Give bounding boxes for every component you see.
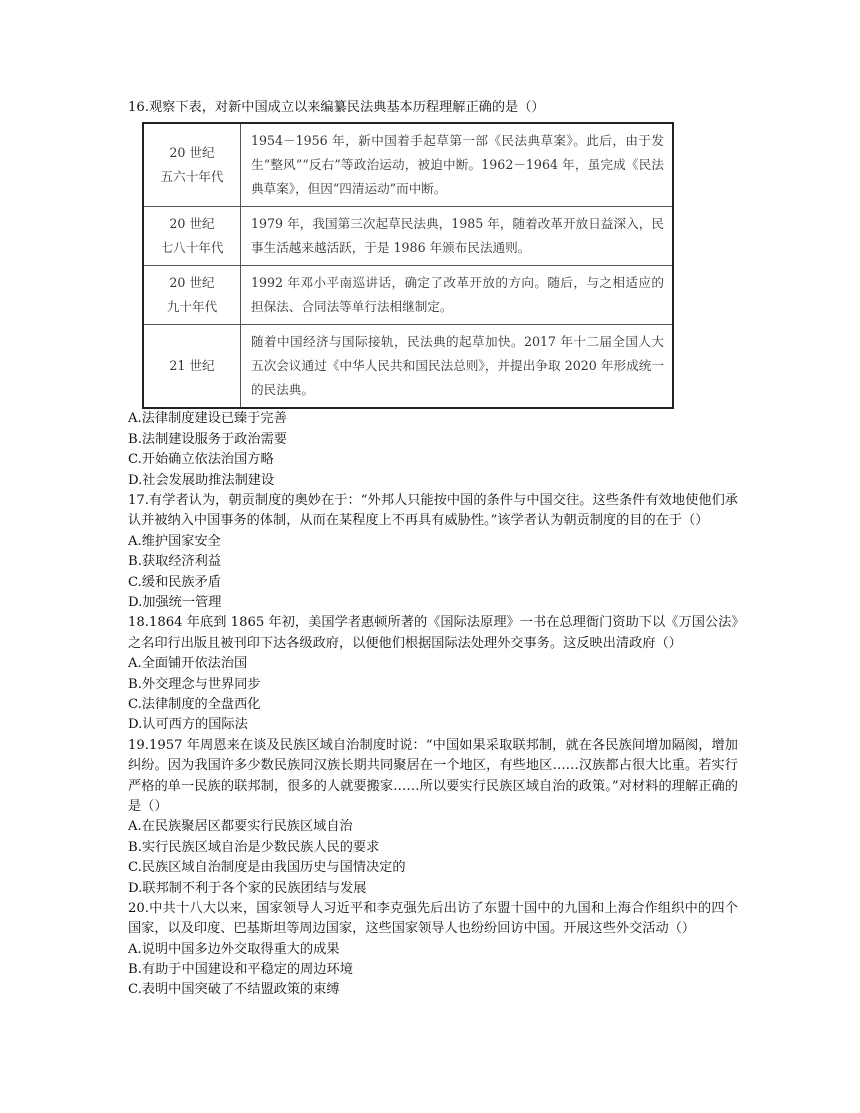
option-a: A.说明中国多边外交取得重大的成果 <box>128 941 340 957</box>
option-c: C.开始确立依法治国方略 <box>128 452 274 468</box>
option-b: B.有助于中国建设和平稳定的周边环境 <box>128 962 353 978</box>
question-17-stem: 17.有学者认为，朝贡制度的奥妙在于：“外邦人只能按中国的条件与中国交往。这些条件有效地使他们承认并被纳入中国事务的体制，从而在某程度上不再具有威胁性。”该学者认为朝贡制度的目的在于（） <box>128 492 738 529</box>
era-cell <box>143 266 241 325</box>
question-20-stem: 20.中共十八大以来，国家领导人习近平和李克强先后出访了东盟十国中的九国和上海合作组织中的四个国家，以及印度、巴基斯坦等周边国家，这些国家领导人也纷纷回访中国。开展这些外交活动（） <box>128 900 738 937</box>
table-row <box>143 207 673 266</box>
exam-page <box>128 98 738 1001</box>
history-description: 1954－1956 年，新中国着手起草第一部《民法典草案》。此后，由于发生“整风”“反右”等政治运动，被迫中断。1962－1964 年，虽完成《民法典草案》，但因“四清运动”而中断。 <box>241 123 674 207</box>
era-cell <box>143 207 241 266</box>
option-c: C.缓和民族矛盾 <box>128 574 221 590</box>
table-row <box>143 266 673 325</box>
question-16-stem: 16.观察下表，对新中国成立以来编纂民法典基本历程理解正确的是（） <box>128 100 545 115</box>
option-a: A.在民族聚居区都要实行民族区域自治 <box>128 819 353 835</box>
option-a: A.维护国家安全 <box>128 533 221 549</box>
option-d: D.社会发展助推法制建设 <box>128 472 275 488</box>
history-description: 随着中国经济与国际接轨，民法典的起草加快。2017 年十二届全国人大五次会议通过《中华人民共和国民法总则》，并提出争取 2020 年形成统一的民法典。 <box>241 325 674 409</box>
option-b: B.外交理念与世界同步 <box>128 676 261 692</box>
era-century: 21 世纪 <box>169 358 215 374</box>
option-a: A.全面铺开依法治国 <box>128 656 248 672</box>
option-c: C.法律制度的全盘西化 <box>128 696 261 712</box>
table-row <box>143 325 673 409</box>
option-c: C.民族区域自治制度是由我国历史与国情决定的 <box>128 860 406 876</box>
legal-history-table <box>142 122 674 409</box>
era-cell <box>143 325 241 409</box>
option-d: D.联邦制不利于各个家的民族团结与发展 <box>128 880 367 896</box>
option-d: D.认可西方的国际法 <box>128 717 248 733</box>
era-decades: 七八十年代 <box>160 240 224 256</box>
era-century: 20 世纪 <box>169 275 215 291</box>
era-decades: 五六十年代 <box>160 169 224 185</box>
history-description: 1979 年，我国第三次起草民法典，1985 年，随着改革开放日益深入，民事生活越来越活跃，于是 1986 年颁布民法通则。 <box>241 207 674 266</box>
question-18-stem: 18.1864 年底到 1865 年初，美国学者惠顿所著的《国际法原理》一书在总理衙门资助下以《万国公法》之名印行出版且被刊印下达各级政府，以便他们根据国际法处理外交事务。这反映出清政府（） <box>128 615 738 651</box>
question-19-stem: 19.1957 年周恩来在谈及民族区域自治制度时说：“中国如果采取联邦制，就在各民族间增加隔阂，增加纠纷。因为我国许多少数民族同汉族长期共同聚居在一个地区，有些地区……汉族都占很大比重。若实行严格的单一民族的联邦制，很多的人就要搬家……所以要实行民族区域自治的政策。”对材料的理解正确的是（） <box>128 737 738 814</box>
option-b: B.获取经济利益 <box>128 554 222 570</box>
era-century: 20 世纪 <box>169 216 215 232</box>
history-description: 1992 年邓小平南巡讲话，确定了改革开放的方向。随后，与之相适应的担保法、合同法等单行法相继制定。 <box>241 266 674 325</box>
table-row <box>143 123 673 207</box>
option-b: B.法制建设服务于政治需要 <box>128 431 287 447</box>
era-decades: 九十年代 <box>166 299 218 315</box>
option-d: D.加强统一管理 <box>128 594 222 610</box>
option-b: B.实行民族区域自治是少数民族人民的要求 <box>128 839 380 855</box>
option-c: C.表明中国突破了不结盟政策的束缚 <box>128 982 340 998</box>
era-cell <box>143 123 241 207</box>
era-century: 20 世纪 <box>169 145 215 161</box>
option-a: A.法律制度建设已臻于完善 <box>128 411 287 427</box>
